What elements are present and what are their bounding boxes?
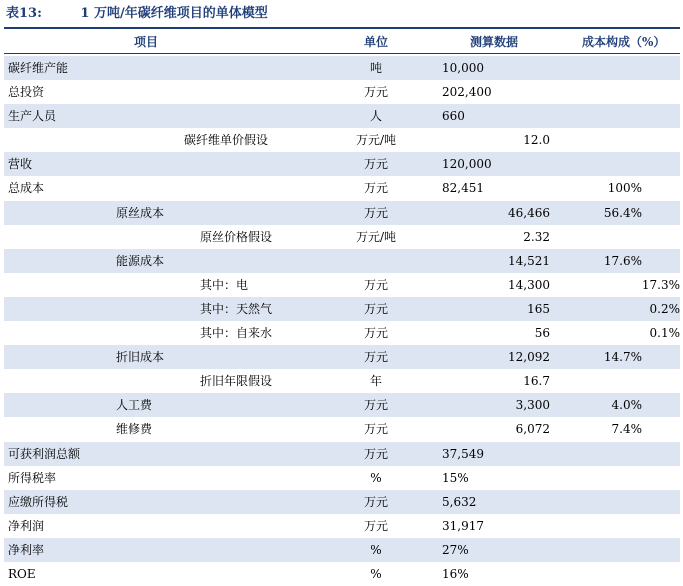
table-body (4, 56, 680, 586)
row-unit: 万元 (363, 277, 388, 292)
header-data: 测算数据 (470, 35, 519, 49)
row-item-label: 营收 (8, 157, 33, 172)
row-value-detail: 46,466 (508, 205, 550, 220)
row-unit: 万元 (363, 350, 388, 365)
row-sub-cost-share: 0.2% (649, 301, 680, 316)
row-unit: 万元 (363, 301, 388, 316)
row-unit: 万元 (363, 326, 388, 341)
table-row (4, 201, 680, 225)
table-row (4, 466, 680, 490)
row-value: 10,000 (442, 61, 484, 75)
row-item-label: ROE (8, 566, 36, 581)
table-caption (6, 3, 268, 25)
row-item-label: 维修费 (116, 422, 153, 437)
header-rule (4, 53, 680, 54)
row-value-detail: 165 (527, 301, 550, 316)
row-unit: % (370, 542, 382, 557)
row-value-detail: 12.0 (523, 133, 550, 148)
table-row (4, 225, 680, 249)
row-item-label: 折旧成本 (116, 350, 165, 365)
table-row (4, 56, 680, 80)
table-row (4, 490, 680, 514)
row-unit: 万元 (363, 398, 388, 413)
table-row (4, 128, 680, 152)
row-unit: 万元 (363, 422, 388, 437)
row-value-detail: 3,300 (515, 398, 550, 413)
row-item-label: 碳纤维单价假设 (184, 133, 269, 148)
row-unit: 万元 (363, 494, 388, 509)
row-unit: 万元 (363, 518, 388, 533)
table-title: 1 万吨/年碳纤维项目的单体模型 (80, 6, 268, 21)
row-unit: 万元 (363, 205, 388, 220)
row-value: 16% (442, 566, 469, 581)
row-unit: 万元/吨 (355, 229, 397, 244)
row-item-label: 生产人员 (8, 109, 57, 124)
table-row (4, 104, 680, 128)
row-unit: 万元/吨 (355, 133, 397, 148)
row-unit: 万元 (363, 181, 388, 196)
row-value: 660 (442, 109, 465, 124)
header-cost-pct: 成本构成（%） (582, 35, 666, 49)
row-item-label: 碳纤维产能 (8, 61, 69, 75)
row-value-detail: 16.7 (523, 374, 550, 389)
table-row (4, 152, 680, 176)
row-item-label: 其中：电 (200, 277, 249, 292)
table-row (4, 80, 680, 104)
top-rule (4, 27, 680, 29)
table-row (4, 538, 680, 562)
row-value: 15% (442, 470, 469, 485)
table-row (4, 176, 680, 200)
row-cost-share: 4.0% (611, 398, 642, 413)
row-item-label: 其中：天然气 (200, 301, 273, 316)
row-unit: 万元 (363, 157, 388, 172)
table-number: 表13: (6, 6, 42, 21)
row-value-detail: 2.32 (523, 229, 550, 244)
row-unit: % (370, 566, 382, 581)
table-row (4, 249, 680, 273)
table-row (4, 345, 680, 369)
row-unit: 人 (369, 109, 382, 124)
row-item-label: 总成本 (8, 181, 45, 196)
table-row (4, 369, 680, 393)
row-item-label: 所得税率 (8, 470, 57, 485)
row-item-label: 可获利润总额 (8, 446, 81, 461)
table-row (4, 273, 680, 297)
table-row (4, 321, 680, 345)
header-unit: 单位 (363, 35, 388, 49)
table-header (4, 33, 680, 53)
row-sub-cost-share: 0.1% (649, 326, 680, 341)
row-item-label: 能源成本 (116, 253, 165, 268)
row-cost-share: 7.4% (611, 422, 642, 437)
row-value: 5,632 (442, 494, 477, 509)
table-row (4, 442, 680, 466)
row-unit: 年 (369, 374, 382, 389)
row-unit: % (370, 470, 382, 485)
row-value: 27% (442, 542, 469, 557)
table-row (4, 417, 680, 441)
row-item-label: 应缴所得税 (8, 494, 69, 509)
row-cost-share: 56.4% (603, 205, 642, 220)
row-value-detail: 14,300 (508, 277, 550, 292)
row-value-detail: 14,521 (508, 253, 550, 268)
row-cost-share: 17.6% (603, 253, 642, 268)
row-item-label: 原丝成本 (116, 205, 165, 220)
header-item: 项目 (134, 35, 159, 49)
row-item-label: 折旧年限假设 (200, 374, 273, 389)
row-item-label: 净利润 (8, 518, 45, 533)
row-value-detail: 56 (534, 326, 550, 341)
row-item-label: 净利率 (8, 542, 45, 557)
row-unit: 万元 (363, 85, 388, 100)
row-item-label: 原丝价格假设 (200, 229, 273, 244)
row-value: 82,451 (442, 181, 484, 196)
row-cost-share: 100% (607, 181, 642, 196)
row-value-detail: 6,072 (515, 422, 550, 437)
row-unit: 万元 (363, 446, 388, 461)
row-item-label: 总投资 (8, 85, 45, 100)
row-cost-share: 14.7% (603, 350, 642, 365)
row-sub-cost-share: 17.3% (641, 277, 680, 292)
row-item-label: 人工费 (116, 398, 153, 413)
row-value-detail: 12,092 (508, 350, 550, 365)
row-value: 120,000 (442, 157, 492, 172)
row-unit: 吨 (369, 61, 382, 75)
table-row (4, 514, 680, 538)
table-row (4, 297, 680, 321)
row-item-label: 其中：自来水 (200, 326, 273, 341)
row-value: 37,549 (442, 446, 484, 461)
row-value: 31,917 (442, 518, 484, 533)
row-value: 202,400 (442, 85, 492, 100)
table-row (4, 393, 680, 417)
